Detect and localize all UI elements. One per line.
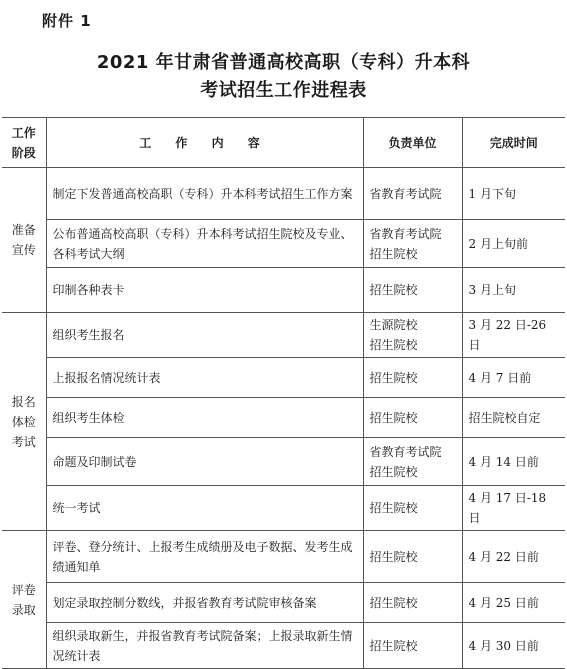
table-row	[2, 398, 565, 438]
attachment-label: 附件 1	[42, 12, 92, 30]
row-content: 组织考生体检	[46, 398, 363, 438]
row-time: 3 月 22 日-26 日	[462, 313, 565, 358]
header-stage: 工作 阶段	[2, 118, 46, 168]
row-time: 4 月 7 日前	[462, 358, 565, 398]
row-content: 划定录取控制分数线，并报省教育考试院审核备案	[46, 583, 363, 623]
row-time: 4 月 17 日-18 日	[462, 486, 565, 531]
table-row	[2, 313, 565, 358]
row-time: 4 月 14 日前	[462, 438, 565, 486]
row-unit: 招生院校	[363, 623, 462, 669]
stage-prep: 准备 宣传	[2, 168, 46, 313]
row-content: 上报报名情况统计表	[46, 358, 363, 398]
row-content: 组织录取新生，并报省教育考试院备案；上报录取新生情况统计表	[46, 623, 363, 669]
row-unit: 生源院校 招生院校	[363, 313, 462, 358]
row-unit: 招生院校	[363, 486, 462, 531]
row-unit: 省教育考试院	[363, 168, 462, 220]
row-time: 招生院校自定	[462, 398, 565, 438]
table-row	[2, 358, 565, 398]
row-content: 公布普通高校高职（专科）升本科考试招生院校及专业、各科考试大纲	[46, 220, 363, 268]
stage-admit: 评卷 录取	[2, 531, 46, 669]
table-row	[2, 268, 565, 313]
header-time: 完成时间	[462, 118, 565, 168]
row-time: 2 月上旬前	[462, 220, 565, 268]
row-content: 评卷、登分统计、上报考生成绩册及电子数据、发考生成绩通知单	[46, 531, 363, 583]
schedule-table	[2, 117, 565, 669]
row-unit: 省教育考试院 招生院校	[363, 438, 462, 486]
table-row	[2, 438, 565, 486]
row-time: 3 月上旬	[462, 268, 565, 313]
row-unit: 招生院校	[363, 358, 462, 398]
table-row	[2, 623, 565, 669]
table-row	[2, 531, 565, 583]
row-content: 制定下发普通高校高职（专科）升本科考试招生工作方案	[46, 168, 363, 220]
row-time: 1 月下旬	[462, 168, 565, 220]
header-unit: 负责单位	[363, 118, 462, 168]
table-header-row	[2, 118, 565, 168]
document-title: 2021 年甘肃省普通高校高职（专科）升本科	[96, 52, 471, 73]
row-unit: 省教育考试院 招生院校	[363, 220, 462, 268]
row-time: 4 月 25 日前	[462, 583, 565, 623]
table-row	[2, 486, 565, 531]
row-content: 统一考试	[46, 486, 363, 531]
row-time: 4 月 30 日前	[462, 623, 565, 669]
row-content: 印制各种表卡	[46, 268, 363, 313]
row-time: 4 月 22 日前	[462, 531, 565, 583]
row-content: 命题及印制试卷	[46, 438, 363, 486]
table-row	[2, 168, 565, 220]
document-subtitle: 考试招生工作进程表	[200, 80, 367, 101]
row-unit: 招生院校	[363, 398, 462, 438]
row-unit: 招生院校	[363, 268, 462, 313]
stage-exam: 报名 体检 考试	[2, 313, 46, 531]
row-unit: 招生院校	[363, 531, 462, 583]
table-row	[2, 220, 565, 268]
table-row	[2, 583, 565, 623]
header-content: 工 作 内 容	[46, 118, 363, 168]
row-unit: 招生院校	[363, 583, 462, 623]
row-content: 组织考生报名	[46, 313, 363, 358]
